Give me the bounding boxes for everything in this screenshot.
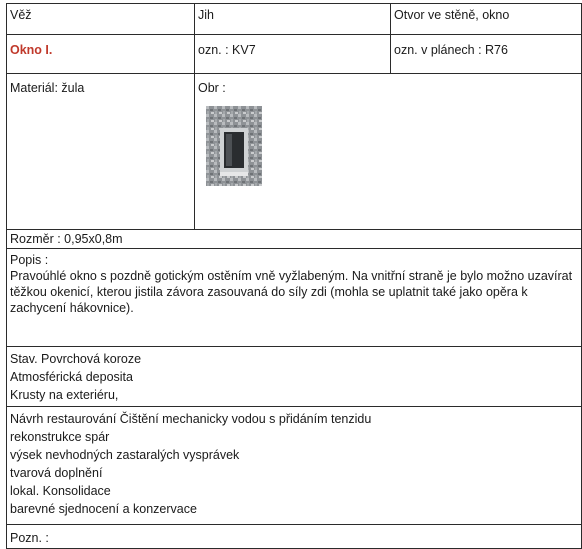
item-name: Okno I. — [10, 43, 53, 57]
orientation-cell: Jih — [195, 4, 391, 35]
description-label: Popis : — [10, 253, 49, 267]
item-name-cell — [7, 35, 195, 74]
element-type-cell: Otvor ve stěně, okno — [391, 4, 582, 35]
condition-line: Stav. Povrchová koroze — [10, 352, 142, 366]
image-cell — [195, 74, 582, 230]
id-row — [7, 35, 582, 74]
description-text: Pravoúhlé okno s pozdně gotickým ostěním vně vyžlabeným. Na vnitřní straně je bylo možno uzavírat těžkou okenicí, kterou jistila závora zasouvaná do síly zdi (mohla se uplatnit také jako opěra k zachycení hákovnice). — [10, 269, 573, 315]
proposal-line: výsek nevhodných zastaralých vysprávek — [10, 448, 240, 462]
record-table — [6, 3, 582, 549]
proposal-line: rekonstrukce spár — [10, 430, 110, 444]
condition-line: Atmosférická deposita — [10, 370, 133, 384]
catalog-code-cell: ozn. : KV7 — [195, 35, 391, 74]
description-cell — [7, 249, 582, 347]
notes-row — [7, 525, 582, 549]
condition-row — [7, 347, 582, 407]
image-label: Obr : — [198, 81, 226, 95]
window-photo — [206, 106, 262, 186]
proposal-line: tvarová doplnění — [10, 466, 103, 480]
location-cell: Věž — [7, 4, 195, 35]
plan-code-cell: ozn. v plánech : R76 — [391, 35, 582, 74]
header-row — [7, 4, 582, 35]
condition-line: Krusty na exteriéru, — [10, 388, 119, 402]
condition-cell — [7, 347, 582, 407]
proposal-cell — [7, 407, 582, 525]
dimensions-cell: Rozměr : 0,95x0,8m — [7, 230, 582, 249]
notes-cell: Pozn. : — [7, 525, 582, 549]
dimensions-row — [7, 230, 582, 249]
material-row — [7, 74, 582, 230]
material-cell: Materiál: žula — [7, 74, 195, 230]
proposal-line: lokal. Konsolidace — [10, 484, 111, 498]
proposal-row — [7, 407, 582, 525]
proposal-line: barevné sjednocení a konzervace — [10, 502, 197, 516]
description-row — [7, 249, 582, 347]
proposal-line: Návrh restaurování Čištění mechanicky vodou s přidáním tenzidu — [10, 412, 372, 426]
